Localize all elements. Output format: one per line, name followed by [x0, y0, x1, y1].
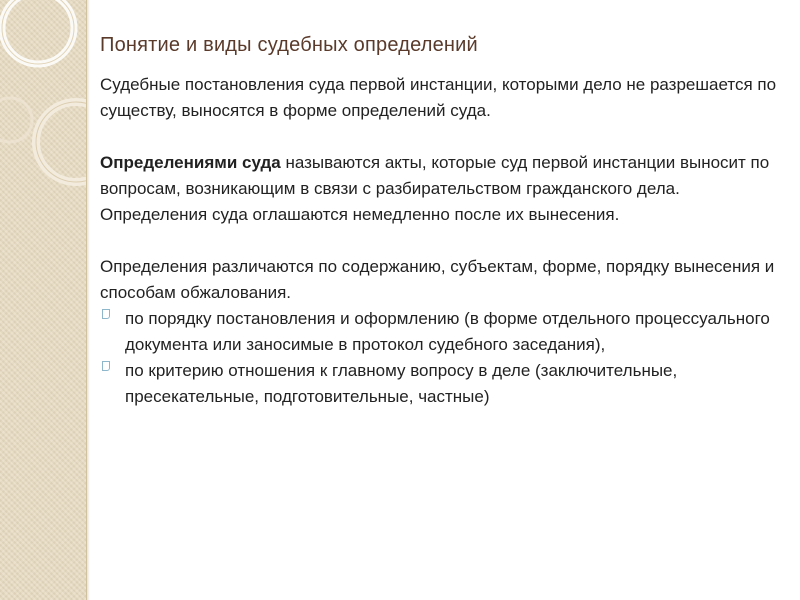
bullet-list	[100, 306, 780, 410]
slide-title: Понятие и виды судебных определений	[100, 34, 478, 56]
list-item	[100, 358, 780, 410]
bullet-text: по критерию отношения к главному вопросу в деле (заключительные, пресекательные, подготовительные, частные)	[125, 361, 678, 406]
definition-text: называются акты, которые суд первой инстанции выносит по вопросам, возникающим в связи с разбирательством гражданского дела.	[100, 153, 770, 198]
bullet-text: по порядку постановления и оформлению (в форме отдельного процессуального документа или заносимые в протокол судебного заседания),	[125, 309, 770, 354]
list-item	[100, 306, 780, 358]
paragraph-classification: Определения различаются по содержанию, субъектам, форме, порядку вынесения и способам обжалования.	[100, 257, 775, 302]
paragraph-intro: Судебные постановления суда первой инстанции, которыми дело не разрешается по существу, выносятся в форме определений суда.	[100, 75, 777, 120]
band-edge-shadow	[86, 0, 90, 600]
bullet-icon	[102, 309, 110, 319]
paragraph-definition	[100, 150, 780, 202]
bullet-icon	[102, 361, 110, 371]
slide-content	[100, 72, 780, 410]
paragraph-announcement: Определения суда оглашаются немедленно после их вынесения.	[100, 205, 620, 224]
definition-term: Определениями суда	[100, 153, 281, 172]
decorative-circles	[0, 0, 86, 600]
decorative-side-band	[0, 0, 87, 600]
